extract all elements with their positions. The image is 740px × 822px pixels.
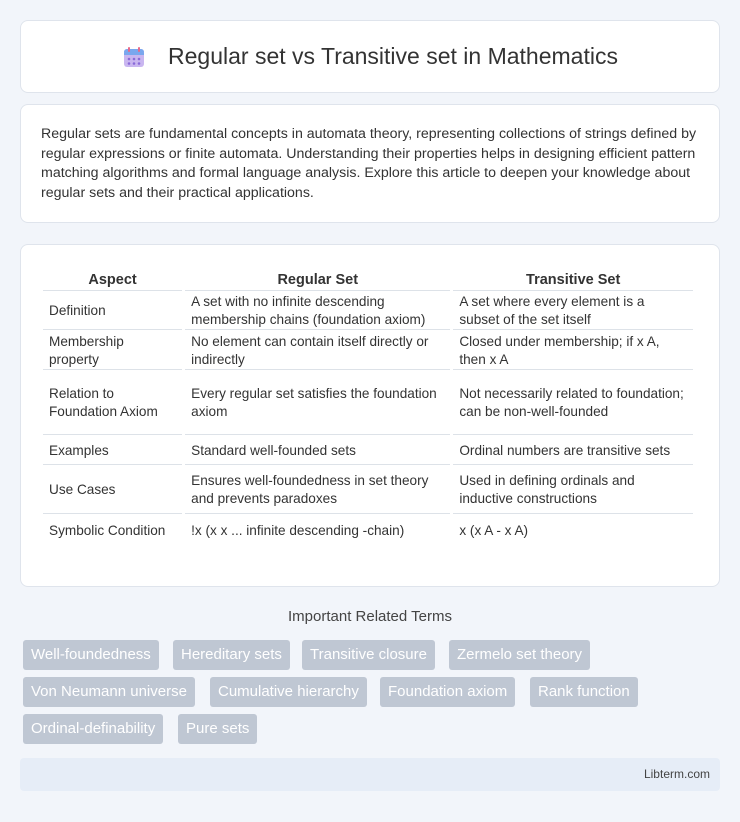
table-header-row — [43, 267, 693, 291]
tag-well-foundedness[interactable]: Well-foundedness — [23, 640, 159, 670]
tag-ordinal-definability[interactable]: Ordinal-definability — [23, 714, 163, 744]
related-terms-title: Important Related Terms — [288, 608, 452, 625]
table-cell: Ensures well-foundedness in set theory and prevents paradoxes — [185, 467, 450, 514]
table-cell: Closed under membership; if x A, then x A — [453, 332, 693, 370]
footer-site-link[interactable]: Libterm.com — [643, 767, 710, 781]
comparison-table — [40, 265, 696, 547]
table-cell: A set with no infinite descending membership chains (foundation axiom) — [185, 293, 450, 330]
column-header-aspect: Aspect — [43, 267, 182, 291]
column-header-transitive-set: Transitive Set — [453, 267, 693, 291]
table-row — [43, 467, 693, 514]
tag-transitive-closure[interactable]: Transitive closure — [302, 640, 435, 670]
table-cell: Definition — [43, 293, 182, 330]
header-card — [20, 20, 720, 93]
page-title: Regular set vs Transitive set in Mathematics — [168, 43, 618, 69]
tag-rank-function[interactable]: Rank function — [530, 677, 638, 707]
calendar-icon — [122, 45, 146, 69]
tag-cumulative-hierarchy[interactable]: Cumulative hierarchy — [210, 677, 367, 707]
table-cell: Standard well-founded sets — [185, 437, 450, 465]
table-cell: No element can contain itself directly or indirectly — [185, 332, 450, 370]
tag-hereditary-sets[interactable]: Hereditary sets — [173, 640, 290, 670]
tag-zermelo-set-theory[interactable]: Zermelo set theory — [449, 640, 590, 670]
table-cell: Used in defining ordinals and inductive constructions — [453, 467, 693, 514]
table-cell: A set where every element is a subset of the set itself — [453, 293, 693, 330]
intro-card — [20, 104, 720, 223]
table-cell: Not necessarily related to foundation; can be non-well-founded — [453, 372, 693, 435]
table-row — [43, 372, 693, 435]
table-cell: Membership property — [43, 332, 182, 370]
tag-foundation-axiom[interactable]: Foundation axiom — [380, 677, 515, 707]
table-cell: x (x A - x A) — [459, 522, 529, 538]
table-row — [43, 293, 693, 330]
table-cell: Examples — [43, 437, 182, 465]
table-row — [43, 437, 693, 465]
table-row — [43, 516, 693, 545]
column-header-regular-set: Regular Set — [185, 267, 450, 291]
footer — [20, 758, 720, 791]
table-cell: Relation to Foundation Axiom — [43, 372, 182, 435]
tag-von-neumann-universe[interactable]: Von Neumann universe — [23, 677, 195, 707]
tag-pure-sets[interactable]: Pure sets — [178, 714, 257, 744]
comparison-card — [20, 244, 720, 587]
table-cell: Symbolic Condition — [49, 522, 166, 538]
table-cell: Use Cases — [43, 467, 182, 514]
table-cell: Ordinal numbers are transitive sets — [453, 437, 693, 465]
table-row — [43, 332, 693, 370]
intro-paragraph: Regular sets are fundamental concepts in automata theory, representing collections of strings defined by regular expressions or finite automata. Understanding their properties helps in designing efficient pattern matching algorithms and formal language analysis. Explore this article to deepen your knowledge about regular sets and their practical applications. — [41, 126, 697, 201]
table-cell: Every regular set satisfies the foundation axiom — [185, 372, 450, 435]
table-cell: !x (x x ... infinite descending -chain) — [191, 522, 405, 538]
